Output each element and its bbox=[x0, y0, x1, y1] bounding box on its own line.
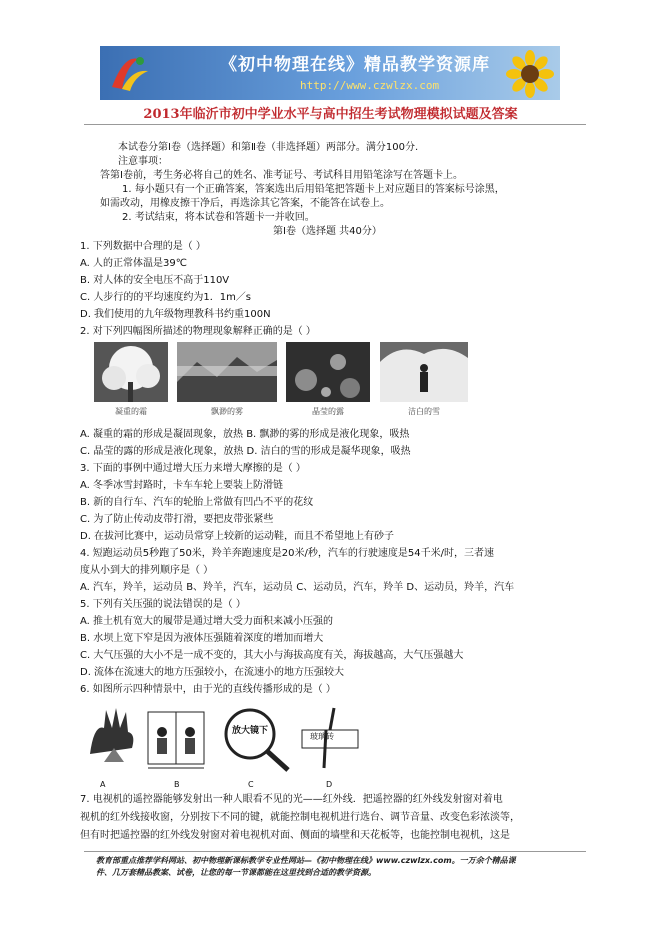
magnifier-text: 放大镜下 bbox=[232, 726, 269, 736]
figure-label: A bbox=[100, 780, 106, 789]
question-line: A. 汽车，羚羊，运动员 B、羚羊，汽车，运动员 C、运动员，汽车，羚羊 D、运动员，羚羊，汽车 bbox=[80, 582, 515, 593]
question-line: 视机的红外线接收窗，分别按下不同的键，就能控制电视机进行选台、调节音量、改变色彩浓淡等， bbox=[80, 812, 520, 823]
intro-line: 本试卷分第Ⅰ卷（选择题）和第Ⅱ卷（非选择题）两部分。满分100分. bbox=[118, 142, 419, 153]
sunflower-icon bbox=[506, 50, 554, 98]
document-title: 2013年临沂市初中学业水平与高中招生考试物理模拟试题及答案 bbox=[143, 107, 518, 122]
figure-label: C bbox=[248, 780, 254, 789]
question-line: A. 凝重的霜的形成是凝固现象，放热 B. 飘渺的雾的形成是液化现象，吸热 bbox=[80, 429, 410, 440]
frost-photo bbox=[94, 342, 168, 402]
title-divider bbox=[84, 124, 586, 125]
site-logo-icon bbox=[104, 49, 152, 97]
footer-line: 件、几万套精品教案、试卷，让您的每一节课都能在这里找到合适的教学资源。 bbox=[96, 868, 376, 877]
question-line: D. 流体在流速大的地方压强较小，在流速小的地方压强较大 bbox=[80, 667, 345, 678]
intro-line: 1. 每小题只有一个正确答案，答案选出后用铅笔把答题卡上对应题目的答案标号涂黑， bbox=[122, 184, 505, 195]
question-line: D. 我们使用的九年级物理教科书约重100N bbox=[80, 309, 271, 320]
question-line: 1. 下列数据中合理的是（ ） bbox=[80, 241, 206, 252]
glass-brick-text: 玻璃砖 bbox=[310, 732, 334, 741]
question-line: 7. 电视机的遥控器能够发射出一种人眼看不见的光——红外线．把遥控器的红外线发射窗对着电 bbox=[80, 794, 503, 805]
question-line: 但有时把遥控器的红外线发射窗对着电视机对面、侧面的墙壁和天花板等，也能控制电视机，这是 bbox=[80, 830, 510, 841]
question-line: 5. 下列有关压强的说法错误的是（ ） bbox=[80, 599, 246, 610]
intro-line: 注意事项： bbox=[118, 156, 168, 167]
figure-label: D bbox=[326, 780, 333, 789]
dew-photo bbox=[286, 342, 370, 402]
snow-photo bbox=[380, 342, 468, 402]
question-line: B. 对人体的安全电压不高于110V bbox=[80, 275, 230, 286]
shadow-hand-figure bbox=[84, 704, 142, 764]
footer-divider bbox=[84, 851, 586, 852]
intro-line: 2. 考试结束，将本试卷和答题卡一并收回。 bbox=[122, 212, 315, 223]
section-heading: 第Ⅰ卷（选择题 共40分） bbox=[273, 226, 382, 237]
photo-caption: 凝重的霜 bbox=[115, 407, 147, 416]
question-line: 2. 对下列四幅图所描述的物理现象解释正确的是（ ） bbox=[80, 326, 316, 337]
intro-line: 如需改动，用橡皮擦干净后，再选涂其它答案，不能答在试卷上。 bbox=[100, 198, 390, 209]
question-line: A. 推土机有宽大的履带是通过增大受力面积来减小压强的 bbox=[80, 616, 334, 627]
question-line: A. 人的正常体温是39℃ bbox=[80, 258, 187, 269]
question-line: B. 水坝上宽下窄是因为液体压强随着深度的增加而增大 bbox=[80, 633, 324, 644]
photo-caption: 飘渺的雾 bbox=[211, 407, 243, 416]
footer-line: 教育部重点推荐学科网站、初中物理新课标教学专业性网站—《初中物理在线》www.czwlzx.com。一万余个精品课 bbox=[96, 856, 516, 865]
intro-line: 答第Ⅰ卷前，考生务必将自己的姓名、准考证号、考试科目用铅笔涂写在答题卡上。 bbox=[100, 170, 463, 181]
question-line: C. 人步行的的平均速度约为1．1m／s bbox=[80, 292, 252, 303]
banner-title: 《初中物理在线》精品教学资源库 bbox=[220, 55, 490, 75]
banner-url[interactable]: http://www.czwlzx.com bbox=[300, 79, 440, 92]
question-line: C. 为了防止传动皮带打滑，要把皮带张紧些 bbox=[80, 514, 274, 525]
question-line: B. 新的自行车、汽车的轮胎上常做有凹凸不平的花纹 bbox=[80, 497, 314, 508]
question-line: 4. 短跑运动员5秒跑了50米，羚羊奔跑速度是20米/秒，汽车的行驶速度是54千米/时，三者速 bbox=[80, 548, 494, 559]
fog-photo bbox=[177, 342, 277, 402]
figure-label: B bbox=[174, 780, 180, 789]
question-line: 3. 下面的事例中通过增大压力来增大摩擦的是（ ） bbox=[80, 463, 306, 474]
question-line: C. 大气压强的大小不是一成不变的，其大小与海拔高度有关，海拔越高，大气压强越大 bbox=[80, 650, 464, 661]
question-line: 6. 如图所示四种情景中，由于光的直线传播形成的是（ ） bbox=[80, 684, 336, 695]
magnifier-figure bbox=[212, 704, 294, 774]
mirror-figure bbox=[146, 710, 206, 772]
header-banner bbox=[100, 46, 560, 100]
photo-caption: 晶莹的露 bbox=[312, 407, 344, 416]
question-line: A. 冬季冰雪封路时，卡车车轮上要装上防滑链 bbox=[80, 480, 284, 491]
question-line: C. 晶莹的露的形成是液化现象，放热 D. 洁白的雪的形成是凝华现象，吸热 bbox=[80, 446, 411, 457]
question-line: D. 在拔河比赛中，运动员常穿上较新的运动鞋，而且不希望地上有砂子 bbox=[80, 531, 395, 542]
question-line: 度从小到大的排列顺序是（ ） bbox=[80, 565, 214, 576]
footer bbox=[96, 855, 576, 879]
photo-caption: 洁白的雪 bbox=[408, 407, 440, 416]
